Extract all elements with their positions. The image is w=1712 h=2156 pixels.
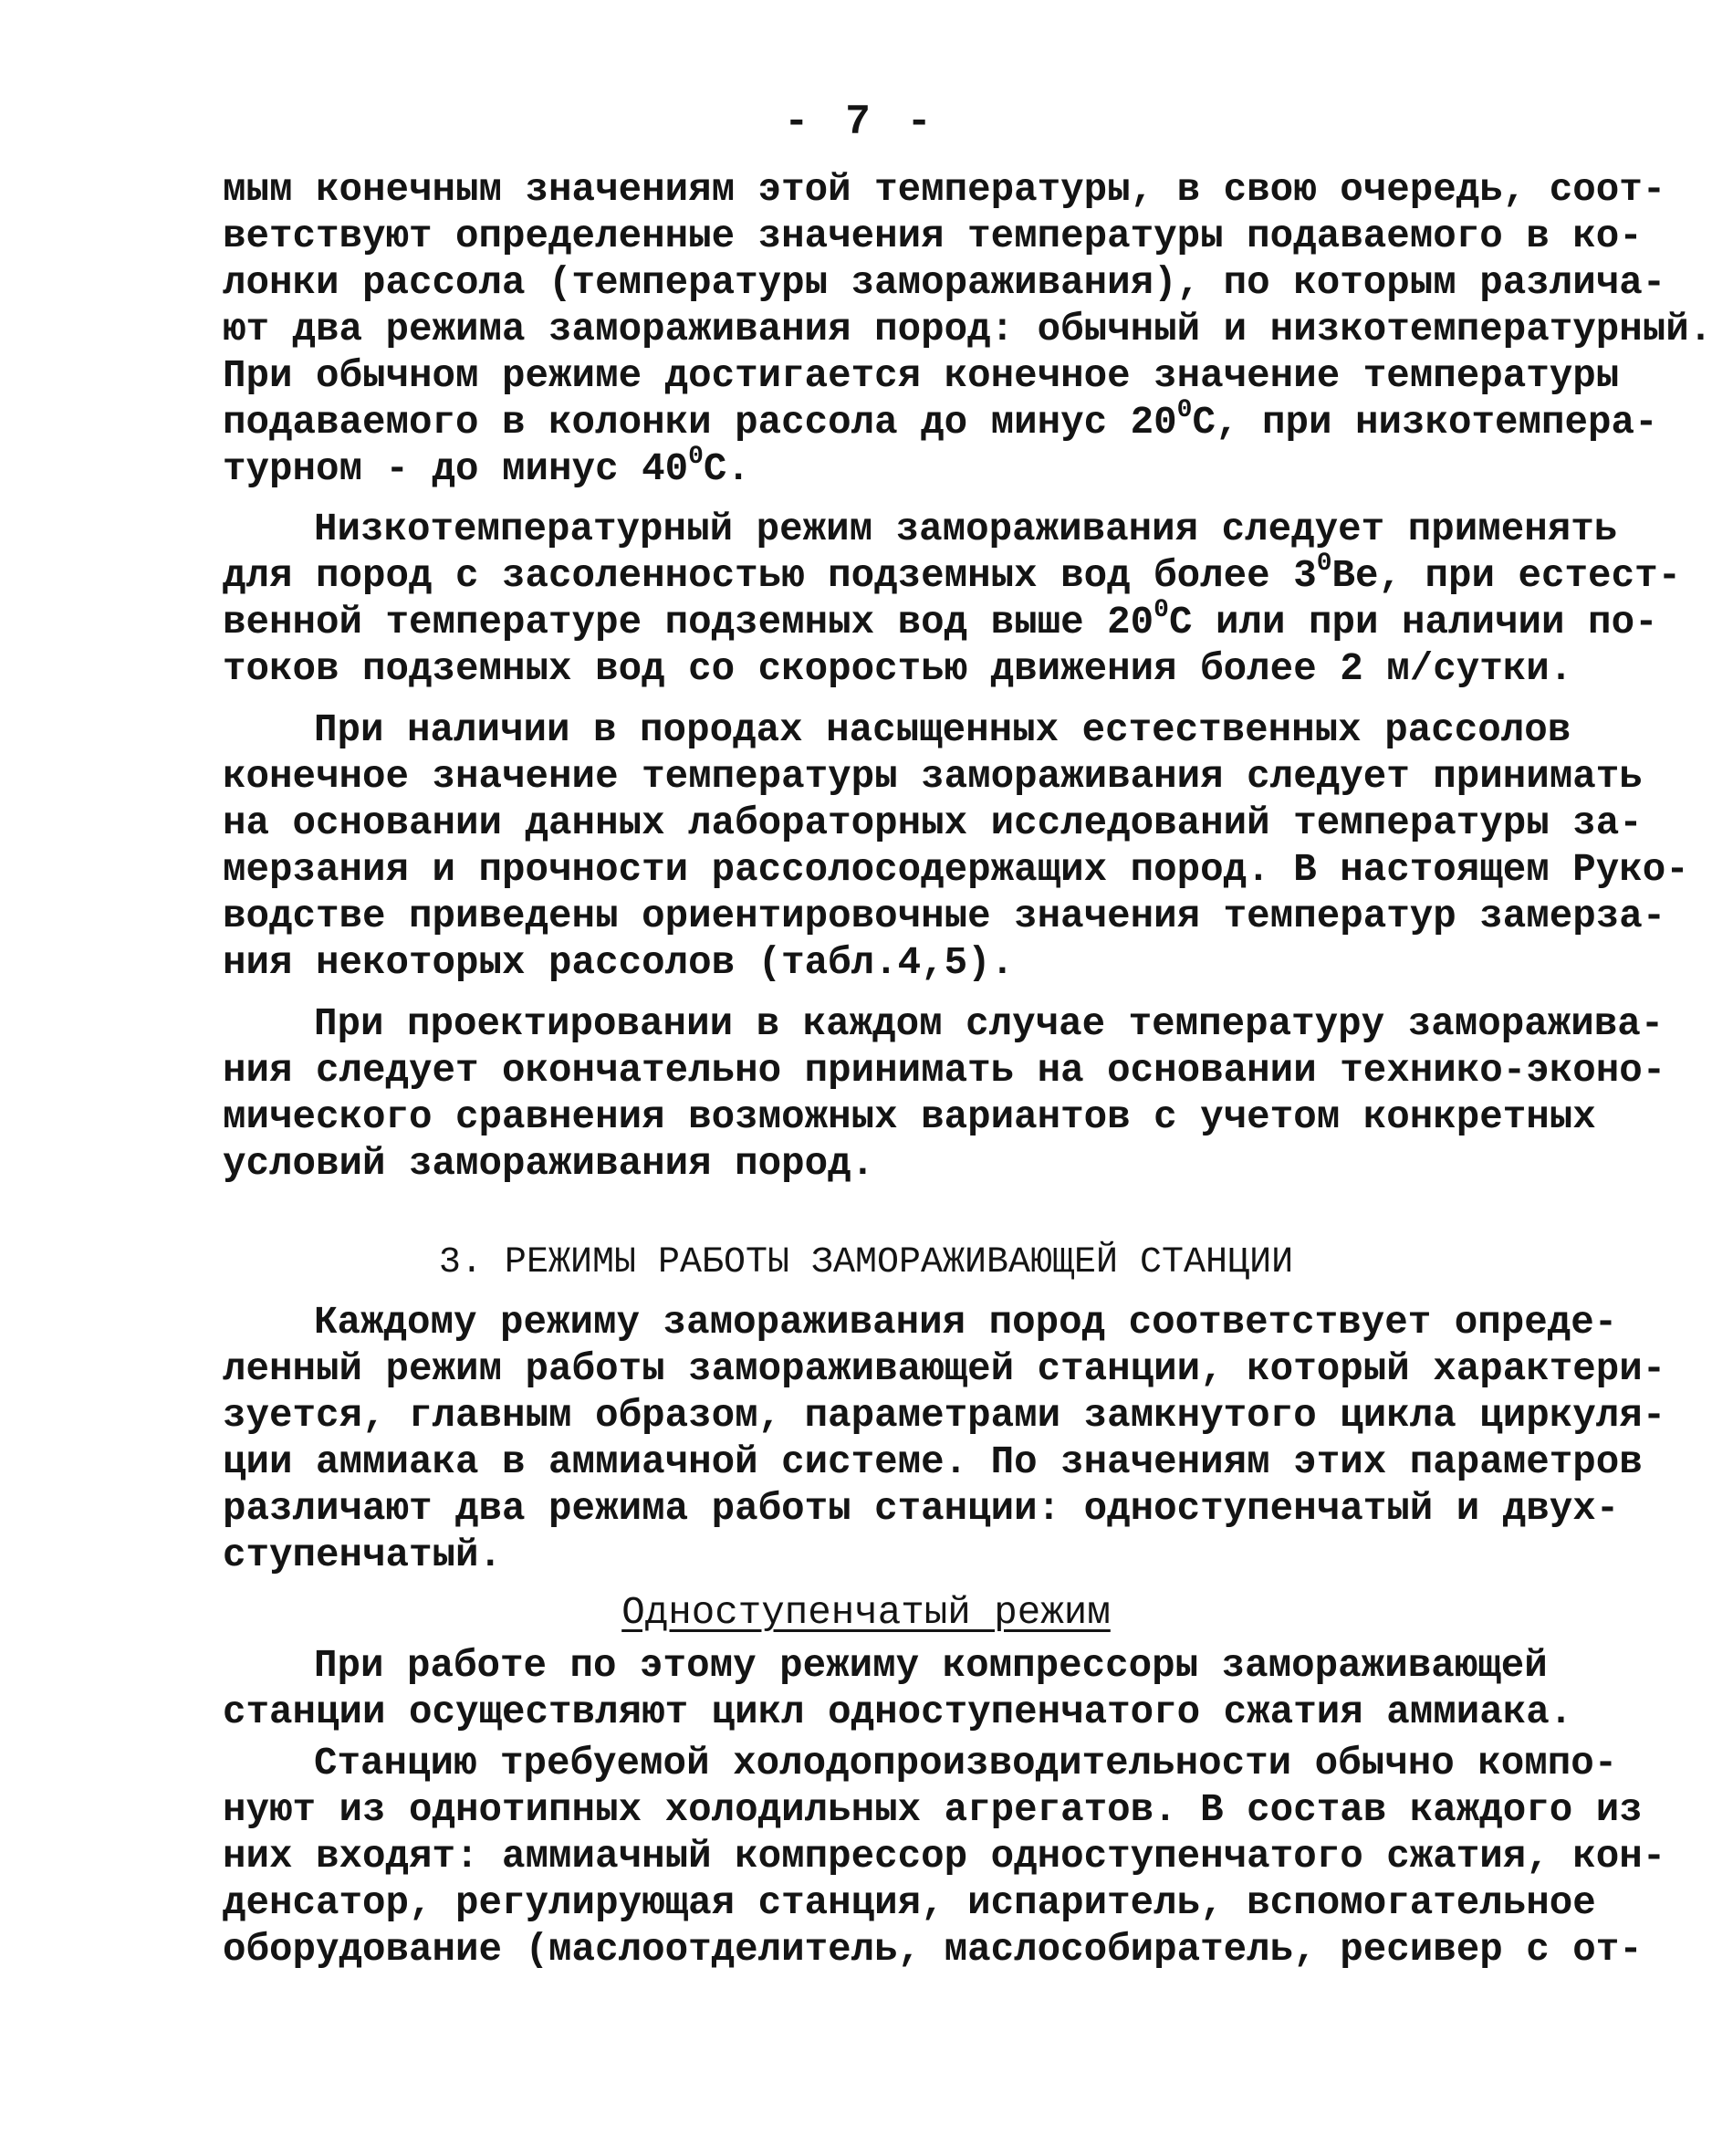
text-line: мического сравнения возможных вариантов с учетом конкретных <box>223 1095 1596 1139</box>
text-line: Каждому режиму замораживания пород соответствует опреде- <box>314 1301 1618 1345</box>
text-line <box>223 549 1682 600</box>
subheading-text: Одноступенчатый режим <box>621 1591 1111 1635</box>
text-line: них входят: аммиачный компрессор одноступенчатого сжатия, кон- <box>223 1835 1666 1879</box>
text-line: условий замораживания пород. <box>223 1142 875 1186</box>
paragraph-6 <box>223 1643 1573 1736</box>
paragraph-4 <box>223 1001 1666 1188</box>
text-line: ции аммиака в аммиачной системе. По значениям этих параметров <box>223 1440 1643 1484</box>
text-fragment: Ве, при естест- <box>1331 554 1682 598</box>
text-line: ют два режима замораживания пород: обычный и низкотемпературный. <box>223 308 1712 351</box>
text-line: ния некоторых рассолов (табл.4,5). <box>223 941 1015 985</box>
text-line: При обычном режиме достигается конечное значение температуры <box>223 354 1620 398</box>
degree-superscript: 0 <box>688 443 704 471</box>
text-line: ветствуют определенные значения температуры подаваемого в ко- <box>223 215 1643 258</box>
page-number: - 7 - <box>783 99 938 146</box>
paragraph-2 <box>223 507 1682 693</box>
text-line: токов подземных вод со скоростью движения более 2 м/сутки. <box>223 647 1573 691</box>
text-fragment: С, при низкотемпера- <box>1192 401 1658 445</box>
text-fragment: венной температуре подземных вод выше 20 <box>223 601 1154 644</box>
text-line: Станцию требуемой холодопроизводительности обычно компо- <box>314 1742 1618 1785</box>
text-line: ленный режим работы замораживающей станции, который характери- <box>223 1347 1666 1391</box>
text-line: оборудование (маслоотделитель, маслособиратель, ресивер с от- <box>223 1928 1643 1972</box>
text-line: водстве приведены ориентировочные значения температур замерза- <box>223 895 1666 938</box>
text-fragment: для пород с засоленностью подземных вод более 3 <box>223 554 1317 598</box>
paragraph-7 <box>223 1741 1666 1973</box>
text-line: лонки рассола (температуры замораживания), по которым различа- <box>223 261 1666 305</box>
degree-superscript: 0 <box>1316 549 1332 578</box>
text-line: мым конечным значениям этой температуры, в свою очередь, соот- <box>223 168 1666 212</box>
degree-superscript: 0 <box>1176 396 1193 424</box>
text-line: ступенчатый. <box>223 1533 503 1577</box>
text-line: нуют из однотипных холодильных агрегатов. В состав каждого из <box>223 1788 1643 1832</box>
section-heading: 3. РЕЖИМЫ РАБОТЫ ЗАМОРАЖИВАЮЩЕЙ СТАНЦИИ <box>438 1242 1294 1283</box>
paragraph-5 <box>223 1300 1666 1579</box>
text-line: ния следует окончательно принимать на основании технико-эконо- <box>223 1049 1666 1093</box>
subheading <box>223 1590 1446 1637</box>
text-line: Низкотемпературный режим замораживания следует применять <box>314 508 1618 551</box>
text-line: мерзания и прочности рассолосодержащих пород. В настоящем Руко- <box>223 848 1689 892</box>
text-line: на основании данных лабораторных исследований температуры за- <box>223 801 1643 845</box>
text-fragment: С. <box>703 447 750 491</box>
text-line: денсатор, регулирующая станция, испаритель, вспомогательное <box>223 1881 1596 1925</box>
text-line: различают два режима работы станции: одноступенчатый и двух- <box>223 1487 1620 1531</box>
text-line: конечное значение температуры замораживания следует принимать <box>223 755 1643 799</box>
text-fragment: турном - до минус 40 <box>223 447 689 491</box>
degree-superscript: 0 <box>1154 596 1169 624</box>
text-line <box>223 596 1658 646</box>
text-fragment: С или при наличии по- <box>1168 601 1658 644</box>
text-line: зуется, главным образом, параметрами замкнутого цикла циркуля- <box>223 1394 1666 1438</box>
text-fragment: подаваемого в колонки рассола до минус 20 <box>223 401 1177 445</box>
text-line: При наличии в породах насыщенных естественных рассолов <box>314 708 1571 752</box>
text-line: При работе по этому режиму компрессоры замораживающей <box>314 1644 1548 1688</box>
text-line: станции осуществляют цикл одноступенчатого сжатия аммиака. <box>223 1690 1573 1734</box>
paragraph-3 <box>223 707 1689 987</box>
paragraph-1 <box>223 167 1712 493</box>
text-line <box>223 443 1446 493</box>
text-line <box>223 396 1658 446</box>
text-line: При проектировании в каждом случае температуру заморажива- <box>314 1002 1665 1046</box>
